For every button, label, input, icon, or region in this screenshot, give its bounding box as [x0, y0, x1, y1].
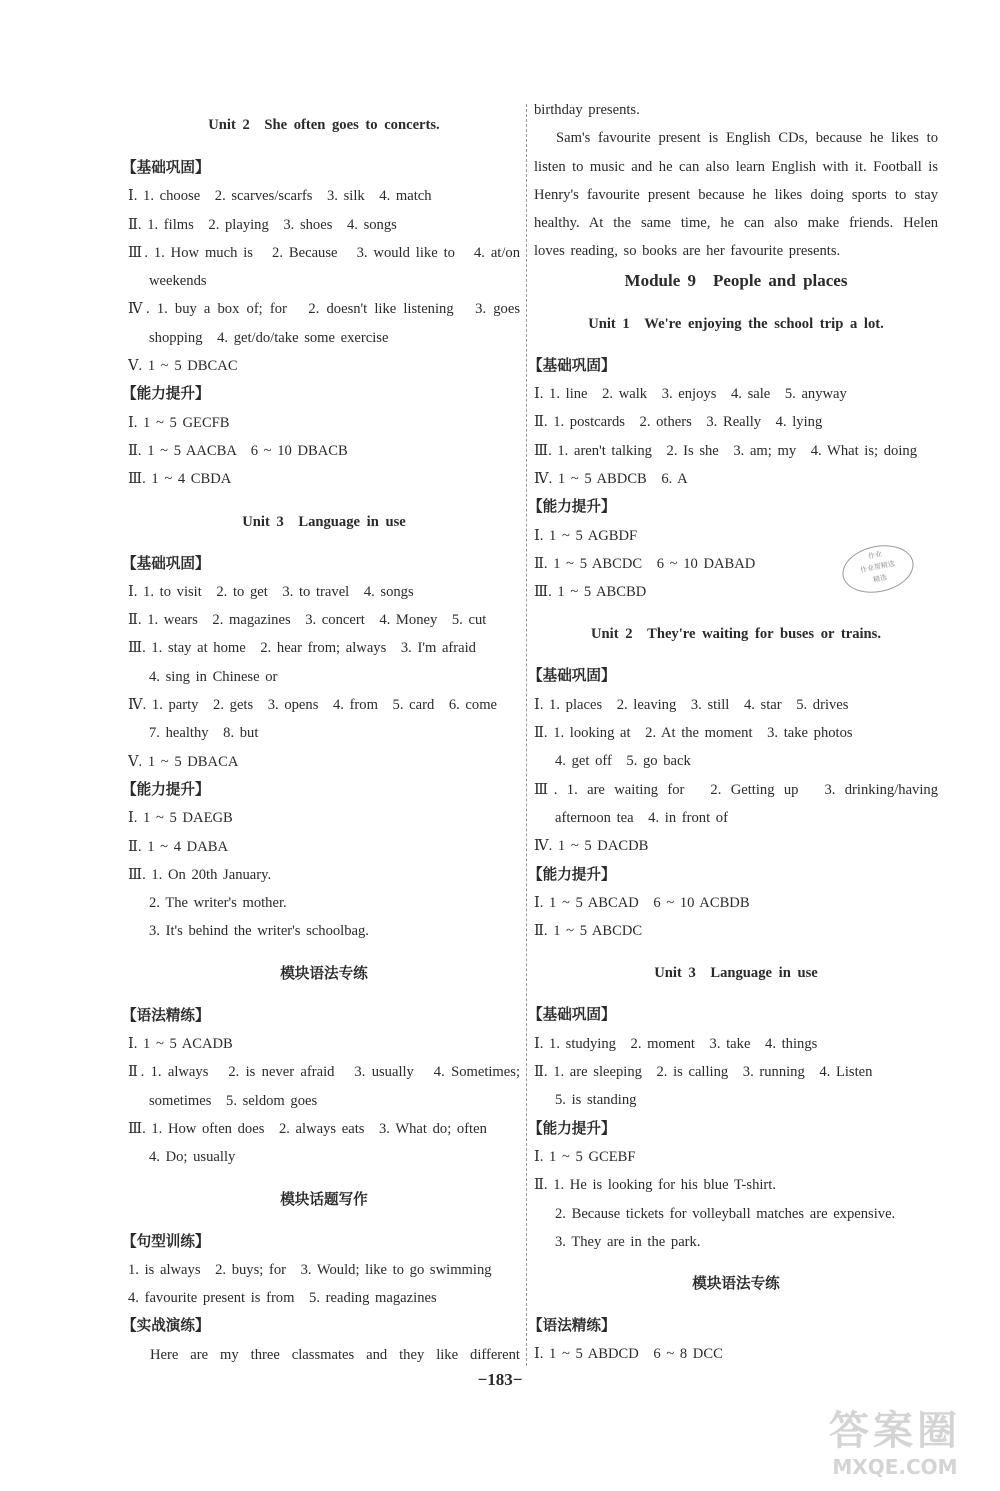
answer-line: sometimes 5. seldom goes: [149, 1092, 318, 1109]
answer-line: 2. The writer's mother.: [149, 895, 287, 912]
section-title: 模块话题写作: [280, 1191, 368, 1208]
right-column: [528, 96, 938, 1369]
section-label: 【能力提升】: [528, 1119, 616, 1137]
answer-line: 5. is standing: [555, 1092, 637, 1109]
answer-line: Ⅲ. 1. stay at home 2. hear from; always 3. I'm afraid: [128, 640, 476, 657]
answer-line: healthy. At the same time, he can also make friends. Helen: [534, 215, 938, 232]
answer-line: Ⅰ. 1. to visit 2. to get 3. to travel 4. songs: [128, 583, 414, 600]
spacer: [128, 140, 520, 154]
answer-line: Ⅰ. 1. line 2. walk 3. enjoys 4. sale 5. anyway: [534, 386, 847, 403]
answer-line: shopping 4. get/do/take some exercise: [149, 329, 389, 346]
section-label: 【基础巩固】: [528, 1006, 616, 1024]
answer-line: Ⅲ. 1. How much is 2. Because 3. would like to 4. at/on: [128, 244, 520, 261]
section-title: Unit 3 Language in use: [242, 513, 406, 530]
section-title: 模块语法专练: [280, 965, 368, 982]
answer-line: Ⅳ. 1. party 2. gets 3. opens 4. from 5. card 6. come: [128, 697, 498, 714]
answer-line: Ⅳ. 1. buy a box of; for 2. doesn't like listening 3. goes: [128, 301, 520, 318]
answer-line: Ⅲ. 1 ~ 4 CBDA: [128, 471, 232, 488]
answer-line: Ⅰ. 1 ~ 5 ABCAD 6 ~ 10 ACBDB: [534, 894, 750, 911]
spacer: [534, 987, 938, 1001]
answer-line: Ⅲ. 1. How often does 2. always eats 3. What do; often: [128, 1120, 487, 1137]
watermark-url: MXQE.COM: [832, 1455, 958, 1479]
answer-line: weekends: [149, 273, 207, 290]
spacer: [128, 536, 520, 550]
section-label: 【语法精练】: [122, 1006, 210, 1024]
answer-line: 4. sing in Chinese or: [149, 668, 278, 685]
section-label: 【能力提升】: [122, 780, 210, 798]
answer-line: Ⅱ. 1. He is looking for his blue T-shirt.: [534, 1177, 776, 1194]
section-label: 【语法精练】: [528, 1317, 616, 1335]
spacer: [534, 606, 938, 620]
spacer: [128, 946, 520, 960]
answer-line: Here are my three classmates and they like different: [150, 1346, 520, 1363]
answer-line: 1. is always 2. buys; for 3. Would; like to go swimming: [128, 1261, 492, 1278]
answer-line: Ⅲ. 1. are waiting for 2. Getting up 3. drinking/having: [534, 781, 938, 798]
answer-line: Ⅱ. 1. always 2. is never afraid 3. usually 4. Sometimes;: [128, 1064, 520, 1081]
section-label: 【能力提升】: [528, 865, 616, 883]
spacer: [128, 494, 520, 508]
answer-line: loves reading, so books are her favourite presents.: [534, 243, 841, 260]
watermark-title: 答案圈: [829, 1408, 961, 1454]
spacer: [534, 1256, 938, 1270]
answer-line: Sam's favourite present is English CDs, because he likes to: [556, 130, 938, 147]
answer-line: Ⅲ. 1. aren't talking 2. Is she 3. am; my 4. What is; doing: [534, 442, 917, 459]
answer-line: Ⅳ. 1 ~ 5 DACDB: [534, 838, 649, 855]
answer-line: birthday presents.: [534, 102, 640, 118]
section-label: 【基础巩固】: [122, 159, 210, 176]
answer-line: Ⅰ. 1 ~ 5 GCEBF: [534, 1148, 636, 1165]
answer-line: Ⅰ. 1. places 2. leaving 3. still 4. star 5. drives: [534, 696, 849, 713]
answer-line: Ⅲ. 1 ~ 5 ABCBD: [534, 584, 647, 601]
spacer: [534, 338, 938, 352]
answer-line: Ⅱ. 1 ~ 4 DABA: [128, 838, 229, 855]
answer-line: Ⅱ. 1. looking at 2. At the moment 3. take photos: [534, 725, 853, 742]
answer-line: Ⅰ. 1 ~ 5 ABDCD 6 ~ 8 DCC: [534, 1346, 723, 1363]
answer-line: 4. get off 5. go back: [555, 753, 691, 770]
section-title: Unit 2 They're waiting for buses or trains.: [590, 626, 882, 643]
answer-line: Ⅰ. 1 ~ 5 ACADB: [128, 1036, 233, 1053]
answer-line: Ⅰ. 1 ~ 5 DAEGB: [128, 810, 233, 827]
section-title: Unit 1 We're enjoying the school trip a lot.: [588, 315, 884, 332]
watermark-logo: [800, 1408, 990, 1488]
answer-line: Ⅱ. 1. postcards 2. others 3. Really 4. lying: [534, 414, 823, 431]
answer-line: Ⅰ. 1. choose 2. scarves/scarfs 3. silk 4. match: [128, 188, 432, 205]
stamp-line: 精选: [872, 573, 888, 585]
column-divider: [526, 104, 527, 1366]
answer-line: Ⅱ. 1. are sleeping 2. is calling 3. running 4. Listen: [534, 1064, 873, 1081]
spacer: [534, 945, 938, 959]
answer-line: 2. Because tickets for volleyball matches are expensive.: [555, 1205, 896, 1222]
section-label: 【基础巩固】: [528, 356, 616, 374]
section-label: 【基础巩固】: [528, 667, 616, 685]
section-title: Module 9 People and places: [624, 270, 848, 290]
section-title: 模块语法专练: [692, 1276, 780, 1293]
answer-line: 3. It's behind the writer's schoolbag.: [149, 923, 369, 940]
answer-line: Henry's favourite present because he likes doing sports to stay: [534, 186, 938, 203]
answer-line: Ⅰ. 1. studying 2. moment 3. take 4. things: [534, 1035, 818, 1052]
answer-line: Ⅴ. 1 ~ 5 DBACA: [128, 753, 239, 770]
stamp-line: 作业: [867, 549, 883, 561]
answer-line: Ⅱ. 1 ~ 5 AACBA 6 ~ 10 DBACB: [128, 442, 348, 459]
spacer: [128, 96, 520, 110]
spacer: [128, 988, 520, 1002]
section-label: 【句型训练】: [122, 1232, 210, 1250]
answer-line: Ⅰ. 1 ~ 5 GECFB: [128, 414, 230, 431]
page-number: −183−: [477, 1370, 523, 1389]
answer-line: Ⅱ. 1. wears 2. magazines 3. concert 4. Money 5. cut: [128, 612, 487, 629]
answer-line: Ⅱ. 1 ~ 5 ABCDC 6 ~ 10 DABAD: [534, 555, 756, 572]
answer-line: Ⅱ. 1 ~ 5 ABCDC: [534, 923, 643, 940]
answer-line: Ⅰ. 1 ~ 5 AGBDF: [534, 527, 638, 544]
section-label: 【基础巩固】: [122, 554, 210, 572]
spacer: [128, 1172, 520, 1186]
section-title: Unit 2 She often goes to concerts.: [208, 117, 440, 133]
section-label: 【能力提升】: [122, 385, 210, 403]
spacer: [128, 1214, 520, 1228]
spacer: [534, 1298, 938, 1312]
section-label: 【实战演练】: [122, 1317, 210, 1335]
section-label: 【能力提升】: [528, 498, 616, 516]
answer-line: listen to music and he can also learn English with it. Football is: [534, 158, 938, 175]
spacer: [534, 648, 938, 662]
answer-line: Ⅳ. 1 ~ 5 ABDCB 6. A: [534, 470, 688, 487]
answer-line: 3. They are in the park.: [555, 1233, 701, 1250]
section-title: Unit 3 Language in use: [654, 965, 818, 982]
answer-line: Ⅴ. 1 ~ 5 DBCAC: [128, 358, 238, 375]
answer-line: Ⅲ. 1. On 20th January.: [128, 866, 272, 883]
answer-line: afternoon tea 4. in front of: [555, 809, 728, 826]
stamp-line: 作业帮精选: [859, 559, 896, 575]
answer-line: Ⅱ. 1. films 2. playing 3. shoes 4. songs: [128, 216, 397, 233]
answer-line: 4. favourite present is from 5. reading magazines: [128, 1290, 437, 1307]
left-column: [122, 96, 520, 1369]
answer-line: 7. healthy 8. but: [149, 725, 259, 742]
answer-line: 4. Do; usually: [149, 1149, 236, 1166]
spacer: [534, 296, 938, 310]
